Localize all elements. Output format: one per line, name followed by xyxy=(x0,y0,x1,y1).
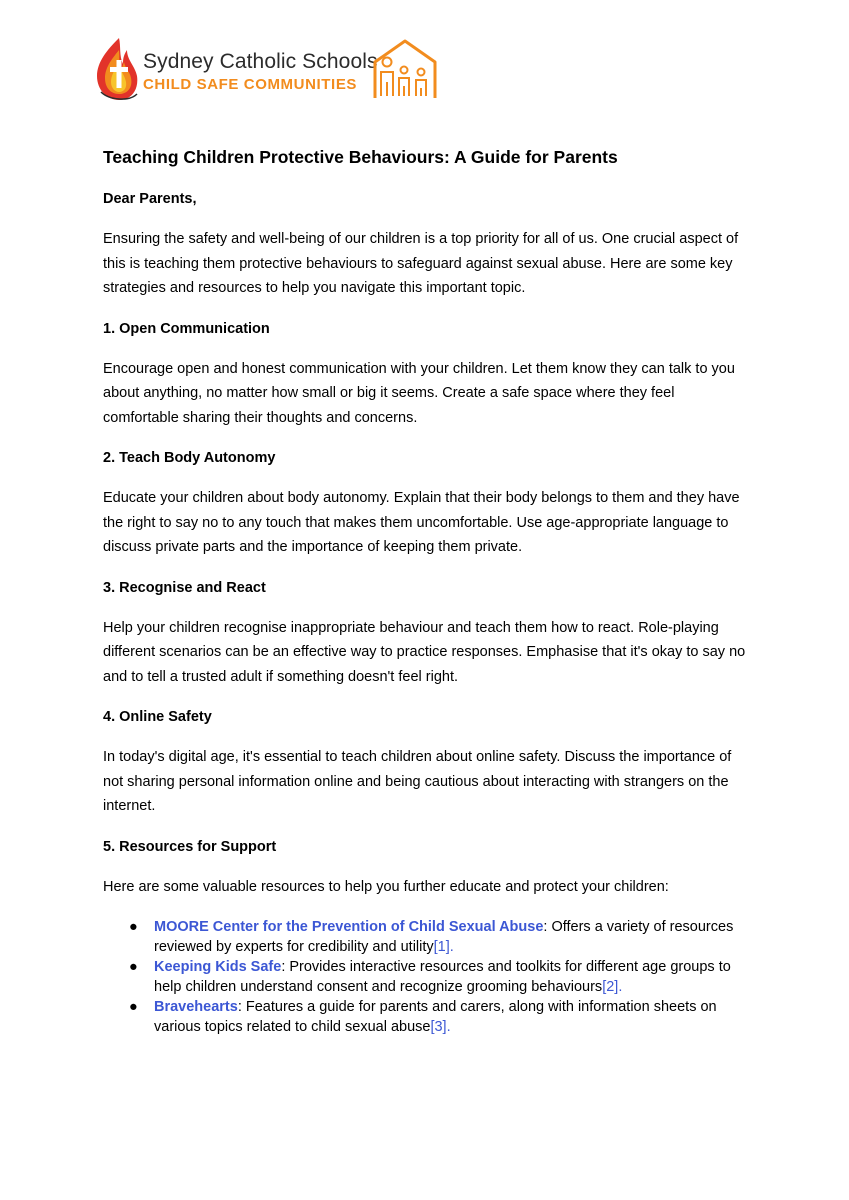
resource-link-moore-center[interactable]: MOORE Center for the Prevention of Child Sexual Abuse xyxy=(154,919,544,935)
document-body xyxy=(103,145,753,1037)
resource-list xyxy=(103,917,753,1037)
bullet-icon: ● xyxy=(129,999,138,1015)
list-item xyxy=(103,957,753,997)
resource-description: : Provides interactive resources and toolkits for different age groups to help children understand consent and recognize grooming behaviours xyxy=(154,959,731,995)
document-title: Teaching Children Protective Behaviours: A Guide for Parents xyxy=(103,147,618,167)
resource-description: : Offers a variety of resources reviewed by experts for credibility and utility xyxy=(154,919,734,955)
bullet-icon: ● xyxy=(129,919,138,935)
resource-link-bravehearts[interactable]: Bravehearts xyxy=(154,999,238,1015)
section-paragraph: In today's digital age, it's essential to teach children about online safety. Discuss the importance of not sharing personal information online and being cautious about interacting with strangers on the internet. xyxy=(103,749,732,814)
reference-period: . xyxy=(618,979,623,995)
list-item xyxy=(103,997,753,1037)
logo-subtitle: CHILD SAFE COMMUNITIES xyxy=(143,76,358,93)
house-family-icon xyxy=(371,38,439,100)
logo xyxy=(93,36,443,104)
section-heading: 2. Teach Body Autonomy xyxy=(103,450,276,466)
section-paragraph: Educate your children about body autonomy. Explain that their body belongs to them and they have the right to say no to any touch that makes them uncomfortable. Use age-appropriate language to discuss private parts and the importance of keeping them private. xyxy=(103,490,740,555)
reference-period: . xyxy=(449,939,454,955)
resource-description: : Features a guide for parents and carers, along with information sheets on various topics related to child sexual abuse xyxy=(154,999,717,1035)
section-heading: 5. Resources for Support xyxy=(103,838,277,855)
section-heading: 1. Open Communication xyxy=(103,320,270,337)
section-paragraph: Here are some valuable resources to help you further educate and protect your children: xyxy=(103,878,669,895)
reference-link[interactable]: [2] xyxy=(602,979,619,995)
section-paragraph: Help your children recognise inappropriate behaviour and teach them how to react. Role-playing different scenarios can be an effective way to practice responses. Emphasise that it's okay to say no and to tell a trusted adult if something doesn't feel right. xyxy=(103,619,746,685)
section-heading: 4. Online Safety xyxy=(103,709,212,725)
flame-cross-icon xyxy=(93,36,141,104)
intro-paragraph: Ensuring the safety and well-being of our children is a top priority for all of us. One crucial aspect of this is teaching them protective behaviours to safeguard against sexual abuse. Here are some key strategies and resources to help you navigate this important topic. xyxy=(103,231,739,296)
reference-link[interactable]: [1] xyxy=(433,939,450,955)
section-heading: 3. Recognise and React xyxy=(103,579,266,596)
list-item xyxy=(103,917,753,957)
greeting: Dear Parents, xyxy=(103,191,197,207)
logo-title: Sydney Catholic Schools xyxy=(143,50,378,73)
resource-link-keeping-kids-safe[interactable]: Keeping Kids Safe xyxy=(154,959,282,975)
bullet-icon: ● xyxy=(129,959,138,975)
reference-link[interactable]: [3] xyxy=(430,1019,447,1035)
section-paragraph: Encourage open and honest communication with your children. Let them know they can talk to you about anything, no matter how small or big it seems. Create a safe space where they feel comfortable sharing their thoughts and concerns. xyxy=(103,360,735,426)
reference-period: . xyxy=(446,1019,451,1035)
